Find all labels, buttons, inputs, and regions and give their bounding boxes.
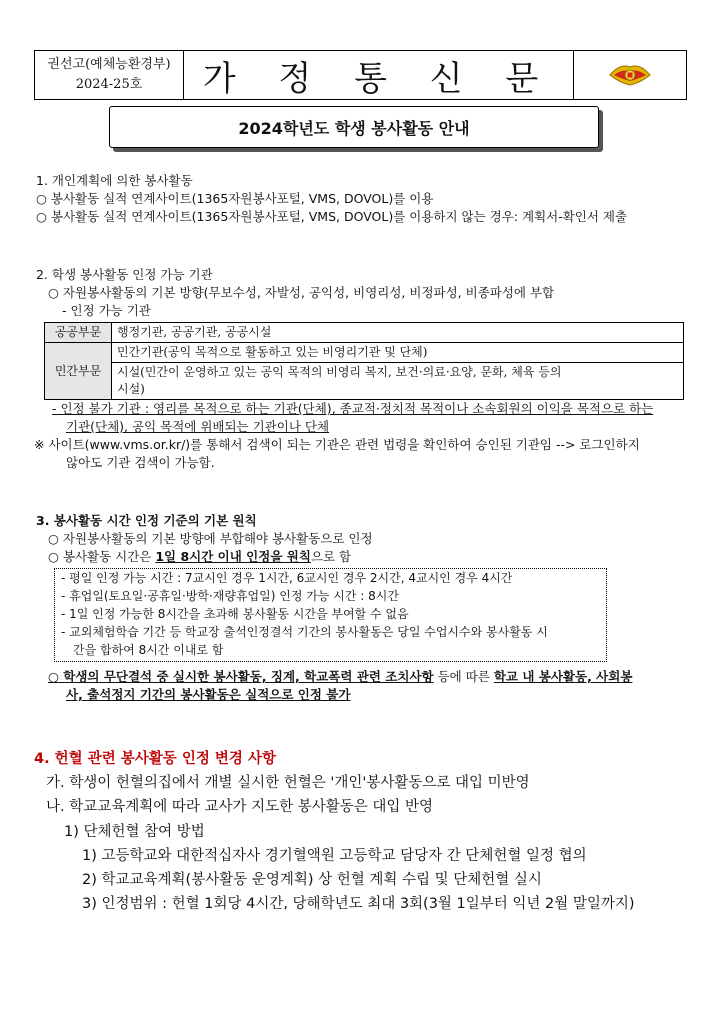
- section3-bullet-2-pre: ○ 봉사활동 시간은: [48, 549, 156, 564]
- not-allowed-line-2: 기관(단체), 공익 목적에 위배되는 기관이나 단체: [66, 419, 330, 434]
- section4-step: 1) 고등학교와 대한적십자사 경기혈액원 고등학교 담당자 간 단체헌혈 일정 협의: [82, 848, 587, 864]
- header-issue-box: [35, 51, 184, 99]
- time-rule: - 1일 인정 가능한 8시간을 초과해 봉사활동 시간을 부여할 수 없음: [61, 607, 409, 621]
- header-logo-box: [573, 51, 686, 99]
- section3-bullet-2-post: 으로 함: [310, 549, 352, 564]
- section1-item: ○ 봉사활동 실적 연계사이트(1365자원봉사포털, VMS, DOVOL)를 이용: [36, 191, 434, 206]
- issue-number: 2024-25호: [75, 77, 143, 92]
- private-value-2b: 시설): [117, 382, 145, 396]
- public-value: 행정기관, 공공기관, 공공시설: [112, 323, 684, 343]
- table-row: [45, 363, 684, 400]
- school-name: 권선고(예체능환경부): [47, 57, 171, 72]
- private-value-2: [112, 363, 684, 400]
- table-row: [45, 343, 684, 363]
- section1-item: ○ 봉사활동 실적 연계사이트(1365자원봉사포털, VMS, DOVOL)를 이용하지 않는 경우: 계획서-확인서 제출: [36, 209, 628, 224]
- section4-step: 3) 인정범위 : 헌혈 1회당 4시간, 당해학년도 최대 3회(3월 1일부터 익년 2월 말일까지): [82, 896, 635, 912]
- section2-bullet: ○ 자원봉사활동의 기본 방향(무보수성, 자발성, 공익성, 비영리성, 비정파성, 비종파성에 부합: [48, 285, 555, 300]
- section3-heading: 3. 봉사활동 시간 인정 기준의 기본 원칙: [36, 513, 257, 528]
- institution-table-wrap: [44, 322, 688, 400]
- section3-bullet-3-d: 사, 출석정지 기간의 봉사활동은 실적으로 인정 불가: [66, 687, 351, 702]
- time-rule: 간을 합하여 8시간 이내로 함: [73, 643, 224, 657]
- table-row: [45, 323, 684, 343]
- section3-bullet-2-emphasis: 1일 8시간 이내 인정을 원칙: [155, 549, 311, 564]
- section4-na: 나. 학교교육계획에 따라 교사가 지도한 봉사활동은 대입 반영: [46, 799, 434, 815]
- public-label: 공공부문: [45, 323, 112, 343]
- section3-bullet-3: [48, 668, 632, 686]
- section3-bullet-3-b: 등에 따른: [433, 669, 494, 684]
- letter-header: [34, 50, 687, 100]
- page-title: 가 정 통 신 문: [202, 58, 555, 99]
- section1-heading: 1. 개인계획에 의한 봉사활동: [36, 173, 193, 188]
- section3-bullet-3-c: 학교 내 봉사활동, 사회봉: [493, 669, 633, 684]
- school-emblem-icon: [608, 61, 652, 89]
- notice-title: 2024학년도 학생 봉사활동 안내: [109, 106, 599, 148]
- section4-ga: 가. 학생이 헌혈의집에서 개별 실시한 헌혈은 '개인'봉사활동으로 대입 미반영: [46, 775, 530, 791]
- institution-table: [44, 322, 684, 400]
- time-rules-box: [54, 568, 607, 662]
- section2-heading: 2. 학생 봉사활동 인정 가능 기관: [36, 267, 213, 282]
- private-value-1: 민간기관(공익 목적으로 활동하고 있는 비영리기관 및 단체): [112, 343, 684, 363]
- note-line-2: 않아도 기관 검색이 가능함.: [66, 455, 215, 470]
- note-line-1: ※ 사이트(www.vms.or.kr/)를 통해서 검색이 되는 기관은 관련 법령을 확인하여 승인된 기관임 --> 로그인하지: [34, 437, 640, 452]
- time-rule: - 휴업일(토요일·공휴일·방학·재량휴업일) 인정 가능 시간 : 8시간: [61, 589, 399, 603]
- time-rule: - 평일 인정 가능 시간 : 7교시인 경우 1시간, 6교시인 경우 2시간, 4교시인 경우 4시간: [61, 571, 513, 585]
- section3-bullet-2: [48, 548, 351, 566]
- section3-bullet-1: ○ 자원봉사활동의 기본 방향에 부합해야 봉사활동으로 인정: [48, 531, 373, 546]
- section4-step: 2) 학교교육계획(봉사활동 운영계획) 상 헌혈 계획 수립 및 단체헌혈 실시: [82, 872, 542, 888]
- not-allowed-line-1: - 인정 불가 기관 : 영리를 목적으로 하는 기관(단체), 종교적·정치적 목적이나 소속회원의 이익을 목적으로 하는: [52, 401, 654, 416]
- private-label: 민간부문: [45, 343, 112, 400]
- section2-sub: - 인정 가능 기관: [62, 303, 151, 318]
- section4-sub-heading: 1) 단체헌혈 참여 방법: [64, 824, 205, 840]
- time-rule: - 교외체험학습 기간 등 학교장 출석인정결석 기간의 봉사활동은 당일 수업시수와 봉사활동 시: [61, 625, 548, 639]
- section3-bullet-3-a: ○ 학생의 무단결석 중 실시한 봉사활동, 징계, 학교폭력 관련 조치사항: [48, 669, 434, 684]
- private-value-2a: 시설(민간이 운영하고 있는 공익 목적의 비영리 복지, 보건·의료·요양, 문화, 체육 등의: [117, 365, 562, 379]
- section4-heading: 4. 헌혈 관련 봉사활동 인정 변경 사항: [34, 751, 276, 767]
